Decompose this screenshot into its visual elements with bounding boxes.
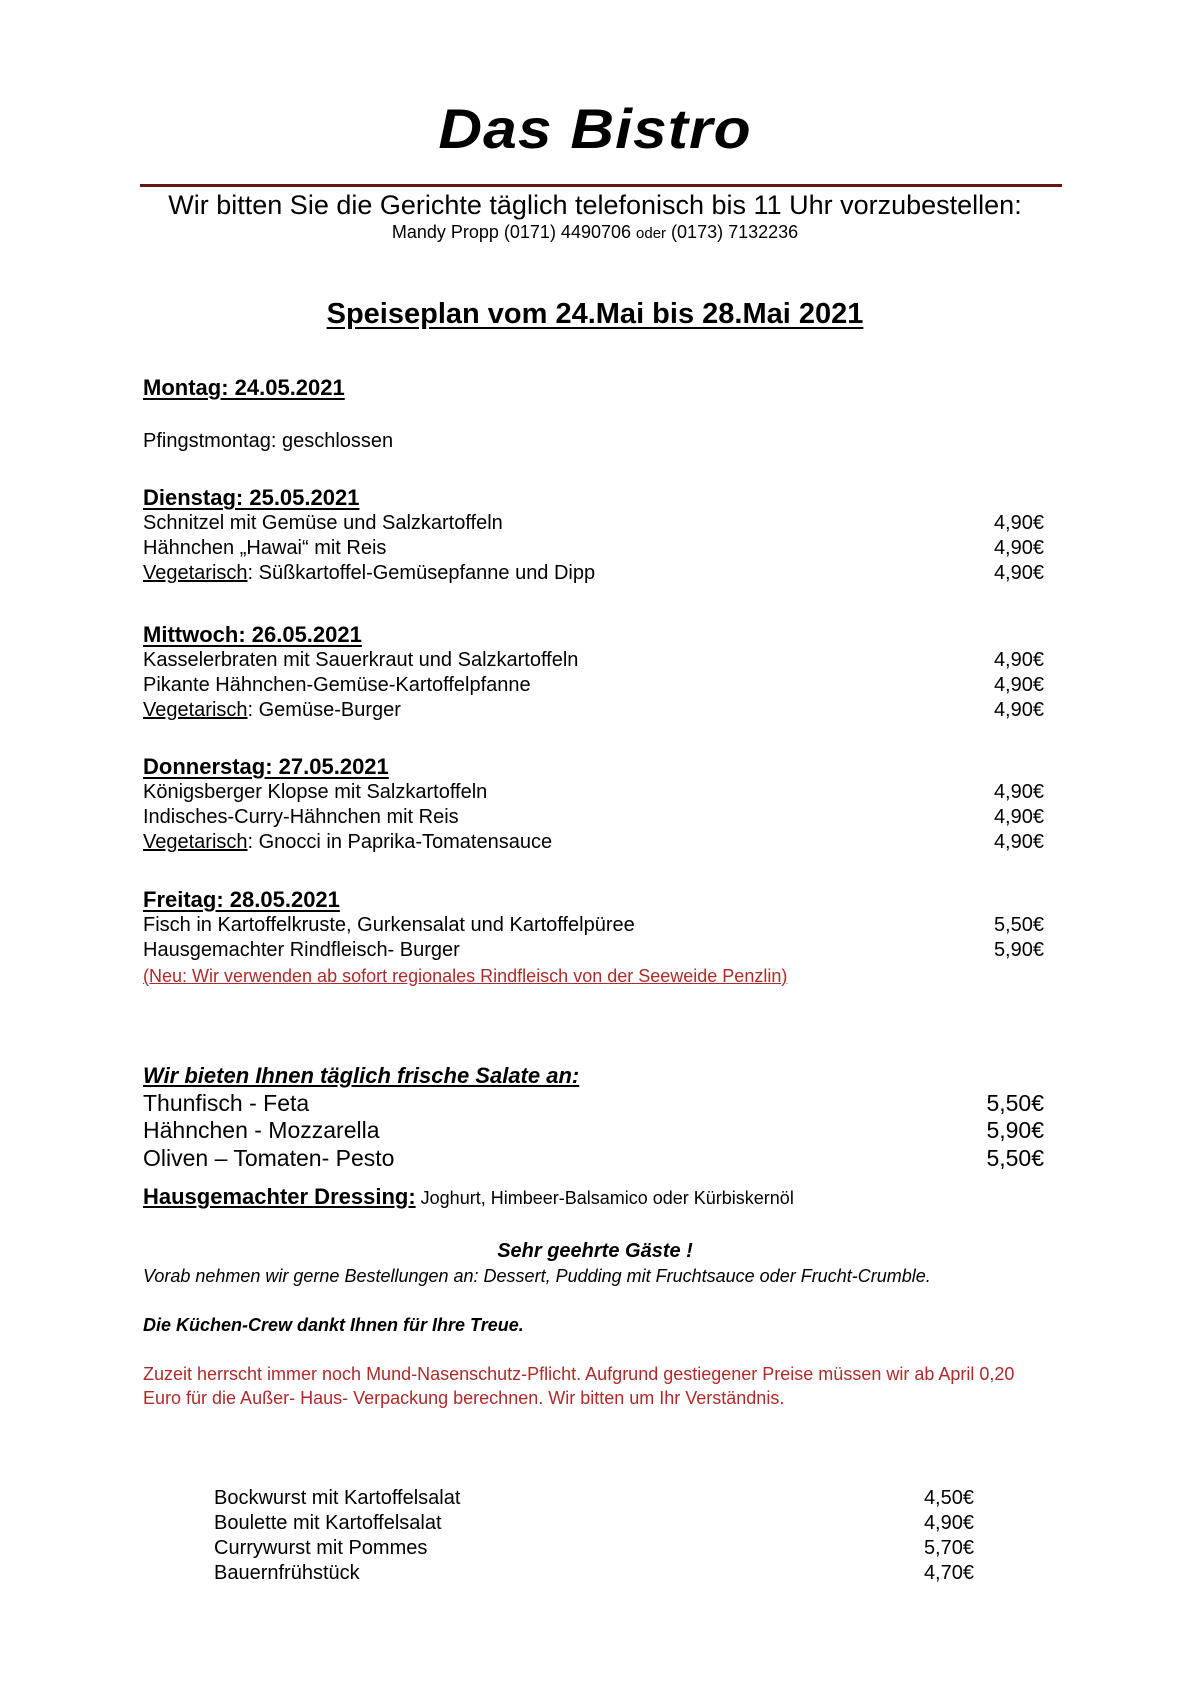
day-heading-thursday: Donnerstag: 27.05.2021 [143,754,389,779]
menu-item-price: 4,90€ [993,781,1044,803]
contact-phone-2: (0173) 7132236 [666,222,799,242]
menu-item-price: 4,90€ [993,649,1044,671]
snack-item: Bauernfrühstück [214,1562,360,1584]
snack-price: 4,70€ [923,1562,974,1584]
contact-info [0,222,1190,243]
contact-name-phone: Mandy Propp (0171) 4490706 [391,222,637,242]
salad-price: 5,50€ [986,1145,1044,1171]
thanks-note: Die Küchen-Crew dankt Ihnen für Ihre Treue. [143,1315,524,1335]
snack-price: 4,50€ [923,1487,974,1509]
menu-item-vegetarian [143,562,595,585]
plan-title: Speiseplan vom 24.Mai bis 28.Mai 2021 [326,298,864,330]
menu-item-vegetarian [143,699,401,722]
contact-or: oder [636,225,667,242]
day-heading-friday: Freitag: 28.05.2021 [143,887,340,912]
menu-item: Schnitzel mit Gemüse und Salzkartoffeln [143,512,503,534]
snack-price: 5,70€ [923,1537,974,1559]
day-heading-wednesday: Mittwoch: 26.05.2021 [143,622,362,647]
day-heading-tuesday: Dienstag: 25.05.2021 [143,485,360,510]
beef-source-note: (Neu: Wir verwenden ab sofort regionales Rindfleisch von der Seeweide Penzlin) [143,966,788,986]
salad-item: Hähnchen - Mozzarella [143,1117,380,1143]
salad-item: Thunfisch - Feta [143,1090,310,1116]
dressing-options: Joghurt, Himbeer-Balsamico oder Kürbiskernöl [415,1188,794,1208]
menu-item-vegetarian [143,831,552,854]
menu-item: Hausgemachter Rindfleisch- Burger [143,939,460,961]
vegetarian-label: Vegetarisch [143,562,248,584]
menu-item-price: 5,50€ [993,914,1044,936]
dressing-line [143,1184,794,1210]
menu-item: Pikante Hähnchen-Gemüse-Kartoffelpfanne [143,674,531,696]
menu-item-price: 4,90€ [993,674,1044,696]
menu-item-price: 5,90€ [993,939,1044,961]
vegetarian-label: Vegetarisch [143,699,248,721]
snack-item: Boulette mit Kartoffelsalat [214,1512,442,1534]
snack-item: Currywurst mit Pommes [214,1537,428,1559]
dressing-heading: Hausgemachter Dressing: [143,1184,416,1209]
menu-item-price: 4,90€ [993,562,1044,584]
order-note: Wir bitten Sie die Gerichte täglich telefonisch bis 11 Uhr vorzubestellen: [168,190,1022,220]
menu-item: Fisch in Kartoffelkruste, Gurkensalat und Kartoffelpüree [143,914,635,936]
salads-heading: Wir bieten Ihnen täglich frische Salate an: [143,1063,580,1088]
salad-item: Oliven – Tomaten- Pesto [143,1145,395,1171]
guests-heading: Sehr geehrte Gäste ! [497,1240,693,1262]
salad-price: 5,90€ [986,1117,1044,1143]
header-divider [140,184,1062,187]
vegetarian-dish: : Gemüse-Burger [247,699,401,721]
menu-item: Kasselerbraten mit Sauerkraut und Salzkartoffeln [143,649,579,671]
menu-item: Indisches-Curry-Hähnchen mit Reis [143,806,459,828]
snack-item: Bockwurst mit Kartoffelsalat [214,1487,461,1509]
menu-item-price: 4,90€ [993,831,1044,853]
mask-packaging-notice: Zuzeit herrscht immer noch Mund-Nasenschutz-Pflicht. Aufgrund gestiegener Preise müssen wir ab April 0,20 Euro für die Außer- Haus- Verpackung berechnen. Wir bitten um Ihr Verständnis. [143,1364,1015,1408]
menu-item-price: 4,90€ [993,537,1044,559]
vegetarian-dish: : Gnocci in Paprika-Tomatensauce [247,831,553,853]
bistro-title: Das Bistro [438,97,752,160]
menu-item-price: 4,90€ [993,699,1044,721]
menu-item: Königsberger Klopse mit Salzkartoffeln [143,781,488,803]
preorder-note: Vorab nehmen wir gerne Bestellungen an: Dessert, Pudding mit Fruchtsauce oder Frucht-Crumble. [143,1266,931,1286]
menu-item-price: 4,90€ [993,512,1044,534]
monday-note: Pfingstmontag: geschlossen [143,430,394,452]
vegetarian-label: Vegetarisch [143,831,248,853]
snack-price: 4,90€ [923,1512,974,1534]
day-heading-monday: Montag: 24.05.2021 [143,375,345,400]
salad-price: 5,50€ [986,1090,1044,1116]
menu-item: Hähnchen „Hawai“ mit Reis [143,537,387,559]
vegetarian-dish: : Süßkartoffel-Gemüsepfanne und Dipp [247,562,596,584]
menu-item-price: 4,90€ [993,806,1044,828]
